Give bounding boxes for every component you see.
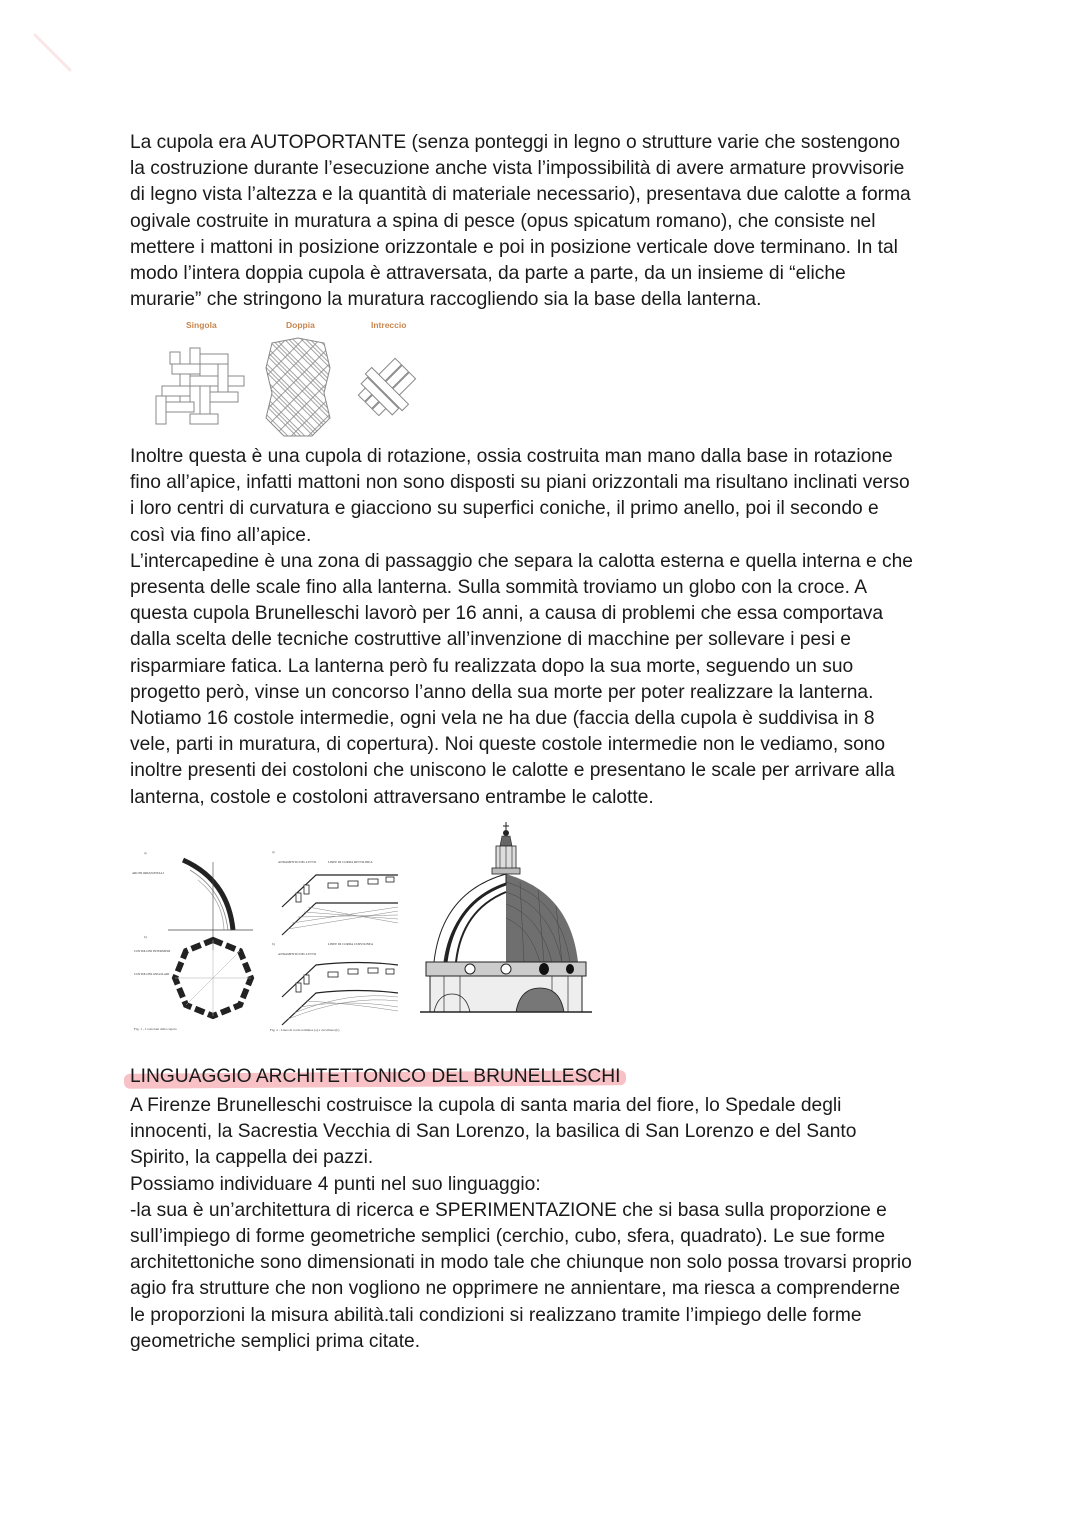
- section-heading: [124, 1064, 626, 1090]
- text-line: Possiamo individuare 4 punti nel suo linguaggio:: [130, 1173, 541, 1195]
- figure-linee-di-corda: [268, 845, 408, 1035]
- panel-a-label: a): [144, 851, 147, 855]
- panel-b-text2: COSTOLONI ANGOLARI: [134, 972, 170, 976]
- caption-fig2: Fig. 2 - Linea di corda rettilinea (a) e curvilinea (b): [270, 1028, 340, 1032]
- text-line: i loro centri di curvatura e giacciono su superfici coniche, il primo anello, poi il secondo e: [130, 498, 879, 520]
- label-singola: Singola: [186, 320, 217, 330]
- text-line: progetto però, vinse un concorso l’anno della sua morte per poter realizzare la lanterna.: [130, 681, 874, 703]
- panel-b-text1: COSTOLONI INTERMEDI: [134, 949, 171, 953]
- text-line: Spirito, la cappella dei pazzi.: [130, 1147, 374, 1169]
- panel-d-text1: LINEE DI CORDA CURVILINEA: [328, 942, 374, 946]
- pattern-intreccio-image: [352, 352, 424, 424]
- text-line: agio fra strutture che non vogliono ne opprimere ne annientare, ma riesca a comprenderne: [130, 1278, 901, 1300]
- panel-c-label: a): [272, 850, 275, 854]
- pattern-singola-image: [150, 340, 250, 435]
- text-line: così via fino all’apice.: [130, 524, 312, 546]
- paragraph-rotazione: [130, 444, 960, 811]
- text-line: vele, parti in muratura, di copertura). Noi queste costole intermedie non le vediamo, sono: [130, 734, 886, 756]
- text-line: ogivale costruite in muratura a spina di pesce (opus spicatum romano), che consiste nel: [130, 210, 876, 232]
- panel-c-text2: LINEE DI CORDA RETTILINEA: [328, 860, 373, 864]
- text-line: Inoltre questa è una cupola di rotazione, ossia costruita man mano dalla base in rotazione: [130, 446, 893, 467]
- text-line: presenta delle scale fino alla lanterna. Sulla sommità troviamo un globo con la croce. A: [130, 577, 867, 599]
- text-line: la costruzione durante l’esecuzione anche vista l’impossibilità di avere armature provvisorie: [130, 158, 905, 180]
- dome-section-drawing: [420, 822, 592, 1022]
- text-line: Notiamo 16 costole intermedie, ogni vela ne ha due (faccia della cupola è suddivisa in 8: [130, 708, 875, 730]
- text-line: L’intercapedine è una zona di passaggio che separa la calotta esterna e quella interna e che: [130, 550, 913, 572]
- panel-b-label: b): [144, 935, 147, 939]
- text-line: murarie” che stringono la muratura raccogliendo sia la base della lanterna.: [130, 289, 762, 311]
- text-line: innocenti, la Sacrestia Vecchia di San Lorenzo, la basilica di San Lorenzo e del Santo: [130, 1121, 857, 1143]
- text-line: le proporzioni la misura abilità.tali condizioni si realizzano tramite l’impiego delle forme: [130, 1304, 862, 1326]
- text-line: modo l’intera doppia cupola è attraversata, da parte a parte, da un insieme di “eliche: [130, 263, 846, 285]
- text-line: questa cupola Brunelleschi lavorò per 16 anni, a causa di problemi che essa comportava: [130, 603, 884, 625]
- text-line: di legno vista l’altezza e la quantità di materiale necessario), presentava due calotte a forma: [130, 184, 911, 206]
- heading-text: LINGUAGGIO ARCHITETTONICO DEL BRUNELLESCHI: [130, 1066, 621, 1087]
- text-line: lanterna, costole e costoloni attraversano entrambe le calotte.: [130, 786, 654, 808]
- text-line: inoltre presenti dei costoloni che uniscono le calotte e presentano le scale per arrivare alla: [130, 760, 895, 782]
- figure-costoloni-diagrams: [128, 840, 273, 1035]
- label-doppia: Doppia: [286, 320, 315, 330]
- pattern-doppia-image: [262, 338, 334, 438]
- panel-d-text2: ANDAMENTO DEL LETTO: [278, 952, 317, 956]
- caption-fig1: Fig. 1 - I costoloni della cupola: [134, 1027, 177, 1031]
- text-line: dalla scelta delle tecniche costruttive all’invenzione di macchine per sollevare i pesi e: [130, 629, 851, 651]
- text-line: architettoniche sono dimensionati in modo tale che chiunque non solo possa trovarsi proprio: [130, 1252, 912, 1274]
- panel-a-text: ARCHI ORIZZONTALI: [132, 871, 164, 875]
- text-line: fino all’apice, infatti mattoni non sono disposti su piani orizzontali ma risultano inclinati verso: [130, 472, 910, 494]
- text-line: sull’impiego di forme geometriche semplici (cerchio, cubo, sfera, quadrato). Le sue forme: [130, 1226, 886, 1248]
- text-line: A Firenze Brunelleschi costruisce la cupola di santa maria del fiore, lo Spedale degli: [130, 1095, 842, 1116]
- corner-pen-mark: [30, 30, 90, 80]
- text-line: geometriche semplici prima citate.: [130, 1330, 421, 1352]
- text-line: La cupola era AUTOPORTANTE (senza ponteggi in legno o strutture varie che sostengono: [130, 132, 901, 153]
- label-intreccio: Intreccio: [371, 320, 407, 330]
- panel-d-label: b): [272, 942, 275, 946]
- text-line: mettere i mattoni in posizione orizzontale e poi in posizione verticale dove terminano. In tal: [130, 236, 898, 258]
- text-line: risparmiare fatica. La lanterna però fu realizzata dopo la sua morte, seguendo un suo: [130, 655, 854, 677]
- panel-c-text1: ANDAMENTO DEL LETTO: [278, 860, 317, 864]
- paragraph-autoportante: [130, 130, 960, 313]
- text-line: -la sua è un’architettura di ricerca e SPERIMENTAZIONE che si basa sulla proporzione e: [130, 1199, 887, 1221]
- paragraph-linguaggio: [130, 1093, 960, 1355]
